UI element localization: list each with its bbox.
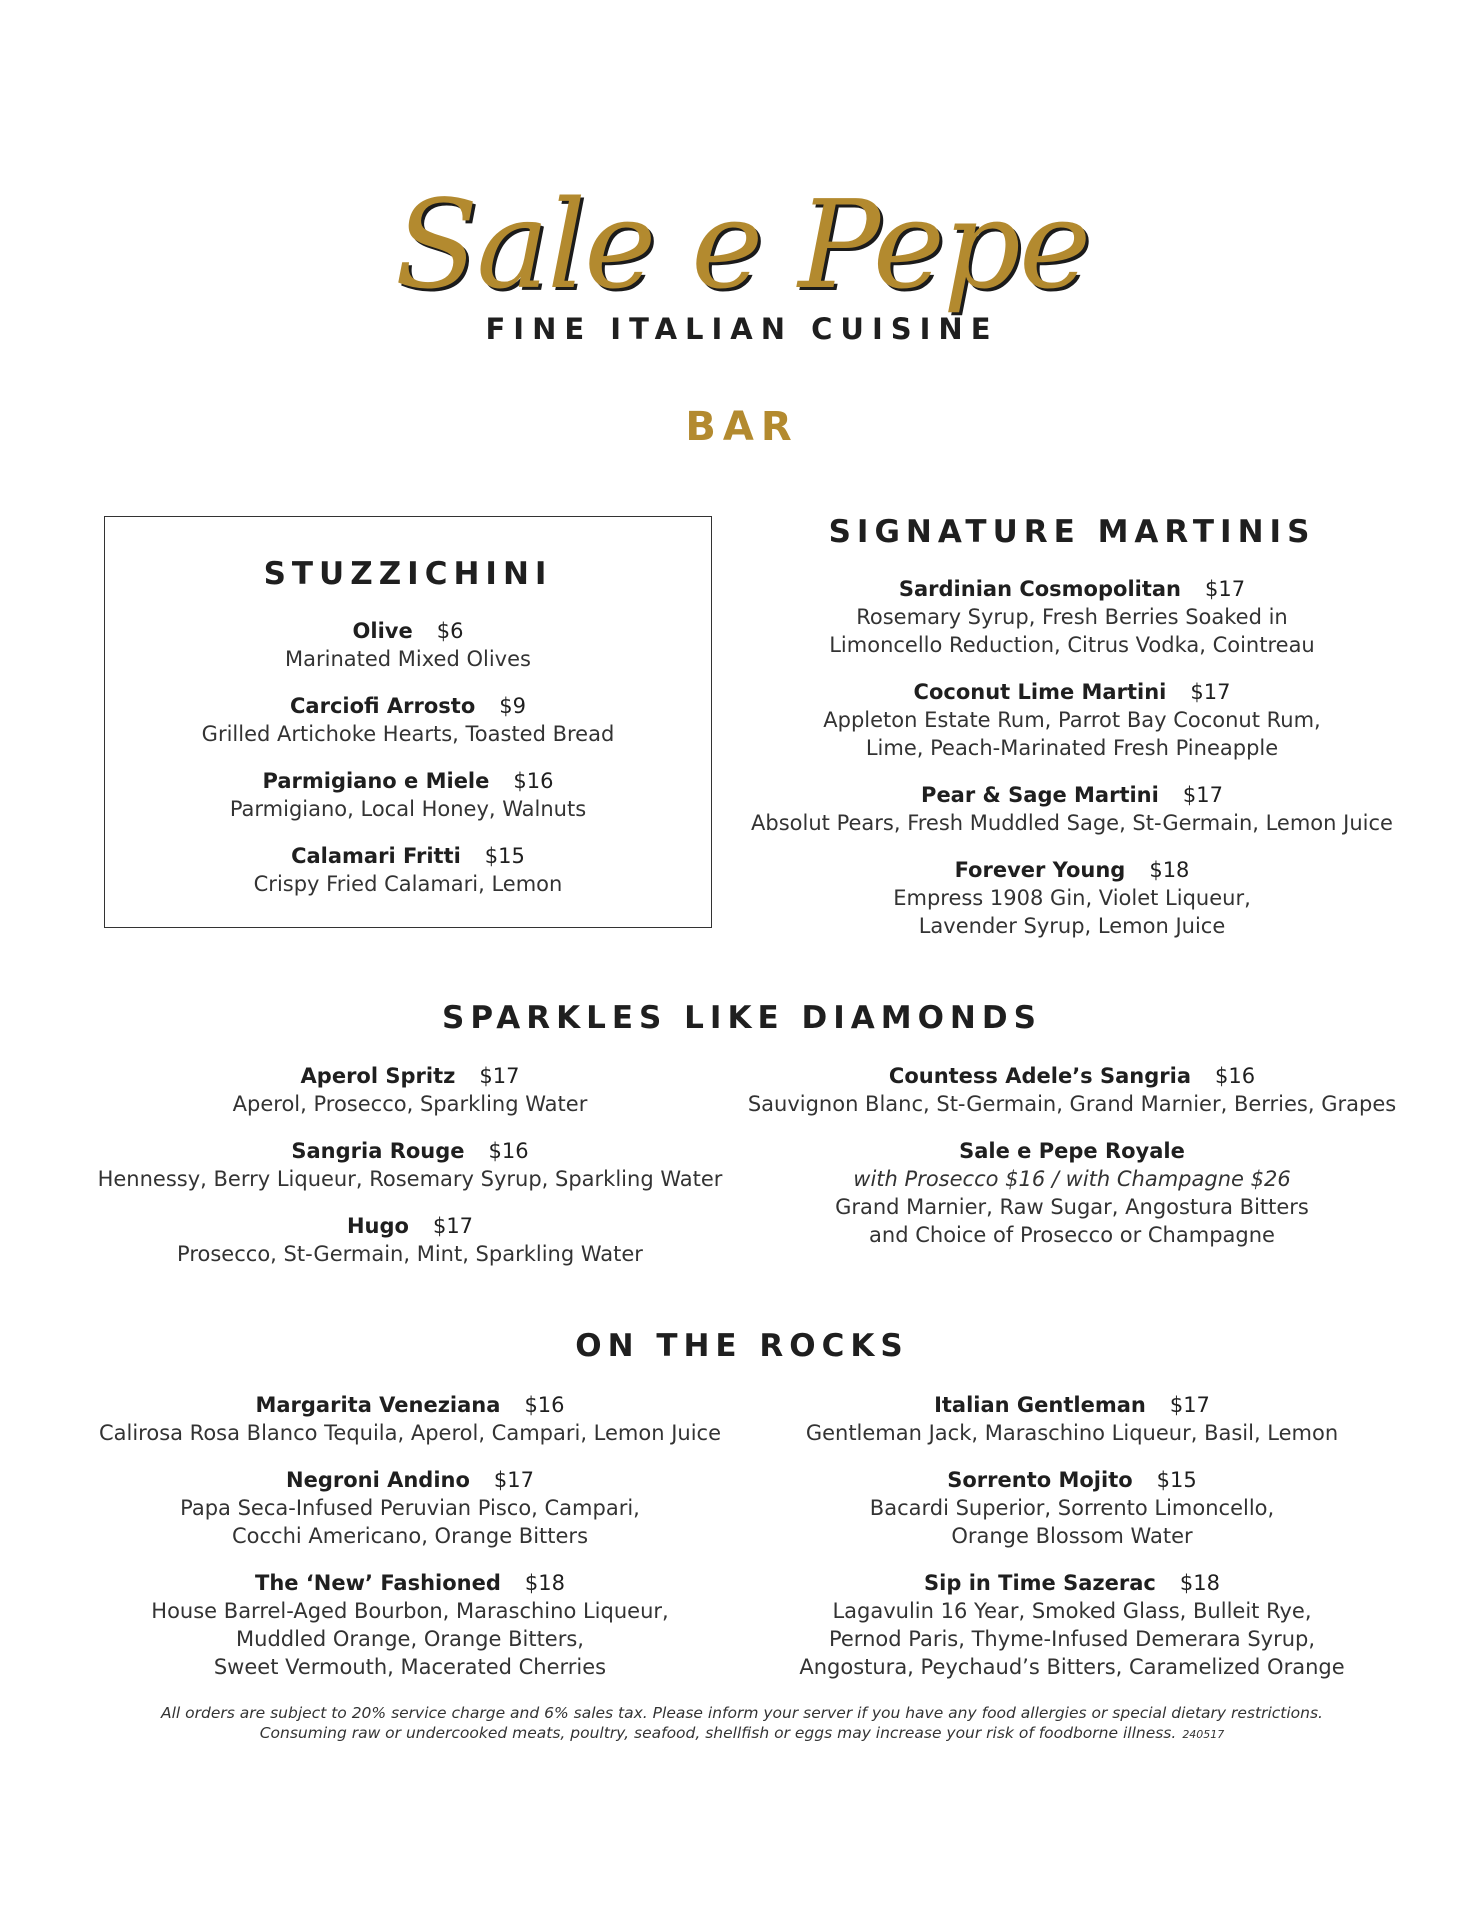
menu-item-description: Lagavulin 16 Year, Smoked Glass, Bulleit Rye, [832, 1599, 1312, 1623]
restaurant-logo [0, 160, 1484, 350]
menu-item-name: Countess Adele’s Sangria [888, 1064, 1191, 1088]
menu-item-description: Prosecco, St-Germain, Mint, Sparkling Water [177, 1242, 643, 1266]
menu-item-price: $6 [436, 619, 464, 643]
menu-item-header [70, 1391, 750, 1419]
menu-item-header [742, 1137, 1402, 1165]
menu-item-description: Orange Blossom Water [951, 1524, 1193, 1548]
menu-item-description: Gentleman Jack, Maraschino Liqueur, Basil, Lemon [805, 1421, 1339, 1445]
page-title: BAR [685, 404, 799, 450]
menu-item-name: Calamari Fritti [291, 844, 461, 868]
menu-item [104, 767, 712, 823]
menu-item-description: Lime, Peach-Marinated Fresh Pineapple [865, 736, 1279, 760]
menu-item [70, 1466, 750, 1550]
menu-item-description: Aperol, Prosecco, Sparkling Water [232, 1092, 588, 1116]
menu-item [104, 617, 712, 673]
menu-item [104, 692, 712, 748]
menu-item-description: Cocchi Americano, Orange Bitters [231, 1524, 589, 1548]
menu-item [70, 1391, 750, 1447]
menu-item [70, 1569, 750, 1681]
menu-item-description: Hennessy, Berry Liqueur, Rosemary Syrup, Sparkling Water [97, 1167, 723, 1191]
stuzzichini-title: STUZZICHINI [263, 556, 553, 592]
menu-item-description: Angostura, Peychaud’s Bitters, Caramelized Orange [799, 1655, 1345, 1679]
sparkles-left-list [70, 1062, 750, 1287]
menu-item [742, 1062, 1402, 1118]
menu-item-price: $18 [1179, 1571, 1220, 1595]
menu-item-name: The ‘New’ Fashioned [255, 1571, 501, 1595]
menu-item [742, 856, 1402, 940]
menu-item-description: Crispy Fried Calamari, Lemon [253, 872, 563, 896]
menu-item-name: Sangria Rouge [291, 1139, 465, 1163]
menu-item-description: Lavender Syrup, Lemon Juice [918, 914, 1226, 938]
menu-item [70, 1137, 750, 1193]
menu-item-name: Negroni Andino [286, 1468, 470, 1492]
menu-item-description: Bacardi Superior, Sorrento Limoncello, [869, 1496, 1275, 1520]
menu-item-header [70, 1137, 750, 1165]
logo-subtitle: FINE ITALIAN CUISINE [485, 312, 999, 346]
menu-item [742, 1569, 1402, 1681]
menu-item-name: Carciofi Arrosto [290, 694, 476, 718]
menu-item-price: $16 [513, 769, 554, 793]
menu-item-price: $16 [488, 1139, 529, 1163]
menu-item [742, 1466, 1402, 1550]
menu-item-description: Calirosa Rosa Blanco Tequila, Aperol, Campari, Lemon Juice [98, 1421, 722, 1445]
menu-item-price: $15 [484, 844, 525, 868]
menu-item [70, 1212, 750, 1268]
menu-item-header [104, 767, 712, 795]
menu-item [742, 781, 1402, 837]
rocks-left-list [70, 1391, 750, 1700]
menu-item [742, 678, 1402, 762]
menu-item-description: Muddled Orange, Orange Bitters, [236, 1627, 584, 1651]
footer-line-2-text: Consuming raw or undercooked meats, poultry, seafood, shellfish or eggs may increase your risk of foodborne illness. [259, 1724, 1177, 1742]
menu-item-header [742, 575, 1402, 603]
menu-item [104, 842, 712, 898]
footer-disclaimer [0, 1703, 1484, 1745]
footer-line-1: All orders are subject to 20% service charge and 6% sales tax. Please inform your server if you have any food allergies or special dietary restrictions. [161, 1704, 1323, 1722]
menu-item [742, 1137, 1402, 1249]
menu-item-price: $17 [1169, 1393, 1210, 1417]
menu-item-price: $17 [1190, 680, 1231, 704]
menu-item-name: Forever Young [954, 858, 1126, 882]
martinis-title: SIGNATURE MARTINIS [828, 514, 1316, 550]
menu-item-header [104, 842, 712, 870]
menu-item-price: $17 [1205, 577, 1246, 601]
menu-item-name: Olive [352, 619, 413, 643]
menu-item-description: Sauvignon Blanc, St-Germain, Grand Marnier, Berries, Grapes [747, 1092, 1397, 1116]
menu-item-name: Margarita Veneziana [255, 1393, 501, 1417]
menu-item-header [104, 617, 712, 645]
rocks-right-list [742, 1391, 1402, 1700]
menu-item-name: Italian Gentleman [934, 1393, 1146, 1417]
logo-script-wordmark: Sale e Pepe [394, 174, 1090, 316]
menu-item-header [742, 856, 1402, 884]
menu-item-name: Aperol Spritz [300, 1064, 456, 1088]
footer-code: 240517 [1182, 1728, 1225, 1741]
menu-item-price: $17 [479, 1064, 520, 1088]
menu-item-price: $18 [1149, 858, 1190, 882]
stuzzichini-list [104, 617, 712, 917]
menu-item-name: Sale e Pepe Royale [959, 1139, 1185, 1163]
menu-item-description: Marinated Mixed Olives [285, 647, 531, 671]
menu-item-price-note: with Prosecco $16 / with Champagne $26 [853, 1167, 1291, 1191]
menu-item-name: Coconut Lime Martini [913, 680, 1167, 704]
menu-item-description: Grand Marnier, Raw Sugar, Angostura Bitters [835, 1195, 1309, 1219]
footer-line-2 [0, 1723, 1484, 1745]
menu-item-description: House Barrel-Aged Bourbon, Maraschino Liqueur, [151, 1599, 669, 1623]
menu-item [70, 1062, 750, 1118]
menu-item-header [742, 1391, 1402, 1419]
menu-item-description: and Choice of Prosecco or Champagne [869, 1223, 1275, 1247]
menu-item-name: Parmigiano e Miele [262, 769, 490, 793]
menu-item-description: Papa Seca-Infused Peruvian Pisco, Campari, [180, 1496, 640, 1520]
menu-item-price: $17 [493, 1468, 534, 1492]
menu-item-description: Rosemary Syrup, Fresh Berries Soaked in [856, 605, 1288, 629]
menu-item-header [742, 1569, 1402, 1597]
menu-item-header [742, 781, 1402, 809]
menu-item-description: Appleton Estate Rum, Parrot Bay Coconut Rum, [823, 708, 1321, 732]
menu-item-price: $18 [524, 1571, 565, 1595]
menu-item-header [70, 1466, 750, 1494]
sparkles-right-list [742, 1062, 1402, 1268]
menu-item-description: Grilled Artichoke Hearts, Toasted Bread [201, 722, 615, 746]
menu-item-header [70, 1062, 750, 1090]
menu-item-price: $17 [432, 1214, 474, 1238]
menu-item-header [104, 692, 712, 720]
rocks-title: ON THE ROCKS [575, 1328, 909, 1364]
menu-item-price: $9 [499, 694, 526, 718]
menu-item-header [70, 1569, 750, 1597]
menu-item-name: Hugo [346, 1214, 409, 1238]
menu-item-price: $16 [1215, 1064, 1256, 1088]
menu-item-description: Absolut Pears, Fresh Muddled Sage, St-Germain, Lemon Juice [751, 811, 1393, 835]
menu-item-description: Sweet Vermouth, Macerated Cherries [213, 1655, 607, 1679]
menu-item-description: Limoncello Reduction, Citrus Vodka, Cointreau [829, 633, 1315, 657]
menu-item-description: Pernod Paris, Thyme-Infused Demerara Syrup, [828, 1627, 1316, 1651]
menu-item [742, 575, 1402, 659]
menu-item-header [70, 1212, 750, 1240]
menu-item-name: Sorrento Mojito [947, 1468, 1133, 1492]
menu-item-header [742, 1466, 1402, 1494]
menu-item-price: $16 [524, 1393, 565, 1417]
sparkles-title: SPARKLES LIKE DIAMONDS [442, 1000, 1042, 1036]
menu-item [742, 1391, 1402, 1447]
martinis-list [742, 575, 1402, 959]
menu-item-name: Sip in Time Sazerac [924, 1571, 1156, 1595]
menu-item-description: Parmigiano, Local Honey, Walnuts [229, 797, 587, 821]
menu-item-description: Empress 1908 Gin, Violet Liqueur, [893, 886, 1251, 910]
menu-item-name: Pear & Sage Martini [921, 783, 1159, 807]
menu-item-header [742, 678, 1402, 706]
menu-item-name: Sardinian Cosmopolitan [898, 577, 1182, 601]
menu-item-header [742, 1062, 1402, 1090]
menu-item-price: $17 [1182, 783, 1223, 807]
menu-item-price: $15 [1156, 1468, 1197, 1492]
